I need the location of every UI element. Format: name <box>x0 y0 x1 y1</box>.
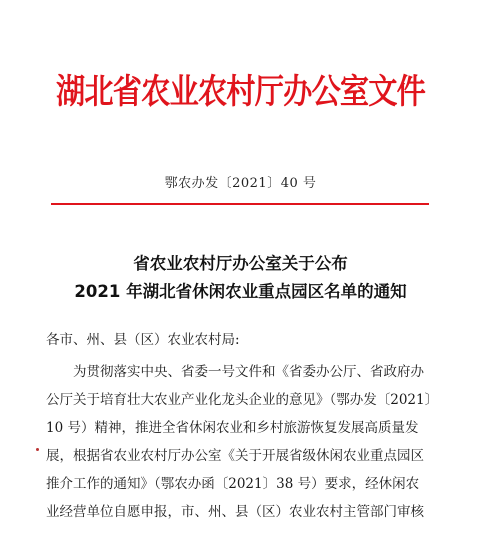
body-line: 业经营单位自愿申报，市、州、县（区）农业农村主管部门审核 <box>46 504 424 520</box>
document-title-line-2: 2021 年湖北省休闲农业重点园区名单的通知 <box>74 282 407 301</box>
document-title-line-1: 省农业农村厅办公室关于公布 <box>133 254 348 273</box>
issuer-header: 湖北省农业农村厅办公室文件 <box>56 72 425 112</box>
body-line: 推介工作的通知》（鄂农办函〔2021〕38 号）要求，经休闲农 <box>46 476 420 492</box>
body-line: 公厅关于培育壮大农业产业化龙头企业的意见》（鄂办发〔2021〕 <box>46 392 439 408</box>
document-number: 鄂农办发〔2021〕40 号 <box>164 176 317 191</box>
body-line: 10 号）精神，推进全省休闲农业和乡村旅游恢复发展高质量发 <box>46 420 419 436</box>
body-paragraph <box>46 358 450 526</box>
body-line: 为贯彻落实中央、省委一号文件和《省委办公厅、省政府办 <box>73 364 424 380</box>
salutation: 各市、州、县（区）农业农村局: <box>46 332 240 348</box>
ink-speck <box>36 448 39 451</box>
red-separator-line <box>51 203 429 205</box>
body-line: 展，根据省农业农村厅办公室《关于开展省级休闲农业重点园区 <box>46 448 424 464</box>
